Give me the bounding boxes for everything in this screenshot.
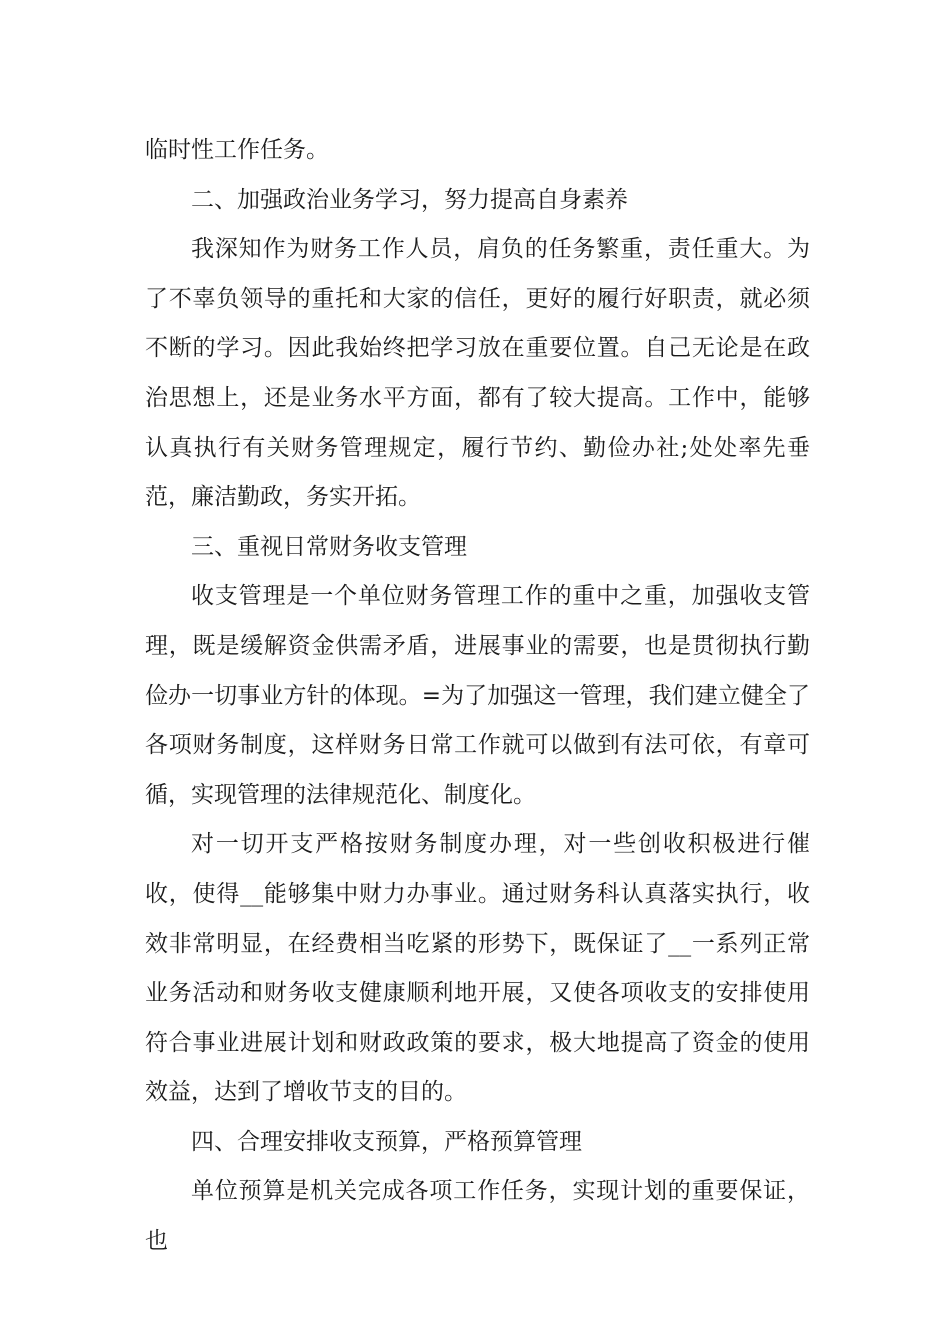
section-heading-4: 四、合理安排收支预算，严格预算管理 bbox=[191, 1128, 582, 1155]
paragraph-budget: 单位预算是机关完成各项工作任务，实现计划的重要保证，也 bbox=[145, 1178, 810, 1255]
document-body bbox=[145, 126, 810, 1267]
paragraph-continuation: 临时性工作任务。 bbox=[145, 137, 329, 163]
section-heading-3: 三、重视日常财务收支管理 bbox=[191, 533, 467, 560]
paragraph-income-management: 收支管理是一个单位财务管理工作的重中之重，加强收支管理，既是缓解资金供需矛盾，进展事业的需要，也是贯彻执行勤俭办一切事业方针的体现。=为了加强这一管理，我们建立健全了各项财务制度，这样财务日常工作就可以做到有法可依，有章可循，实现管理的法律规范化、制度化。 bbox=[145, 583, 810, 808]
paragraph-expenditure: 对一切开支严格按财务制度办理，对一些创收积极进行催收，使得__能够集中财力办事业。通过财务科认真落实执行，收效非常明显，在经费相当吃紧的形势下，既保证了__一系列正常业务活动和财务收支健康顺利地开展，又使各项收支的安排使用符合事业进展计划和财政政策的要求，极大地提高了资金的使用效益，达到了增收节支的目的。 bbox=[145, 831, 810, 1106]
paragraph-study: 我深知作为财务工作人员，肩负的任务繁重，责任重大。为了不辜负领导的重托和大家的信任，更好的履行好职责，就必须不断的学习。因此我始终把学习放在重要位置。自己无论是在政治思想上，还是业务水平方面，都有了较大提高。工作中，能够认真执行有关财务管理规定，履行节约、勤俭办社;处处率先垂范，廉洁勤政，务实开拓。 bbox=[145, 236, 810, 511]
section-heading-2: 二、加强政治业务学习，努力提高自身素养 bbox=[191, 186, 628, 213]
